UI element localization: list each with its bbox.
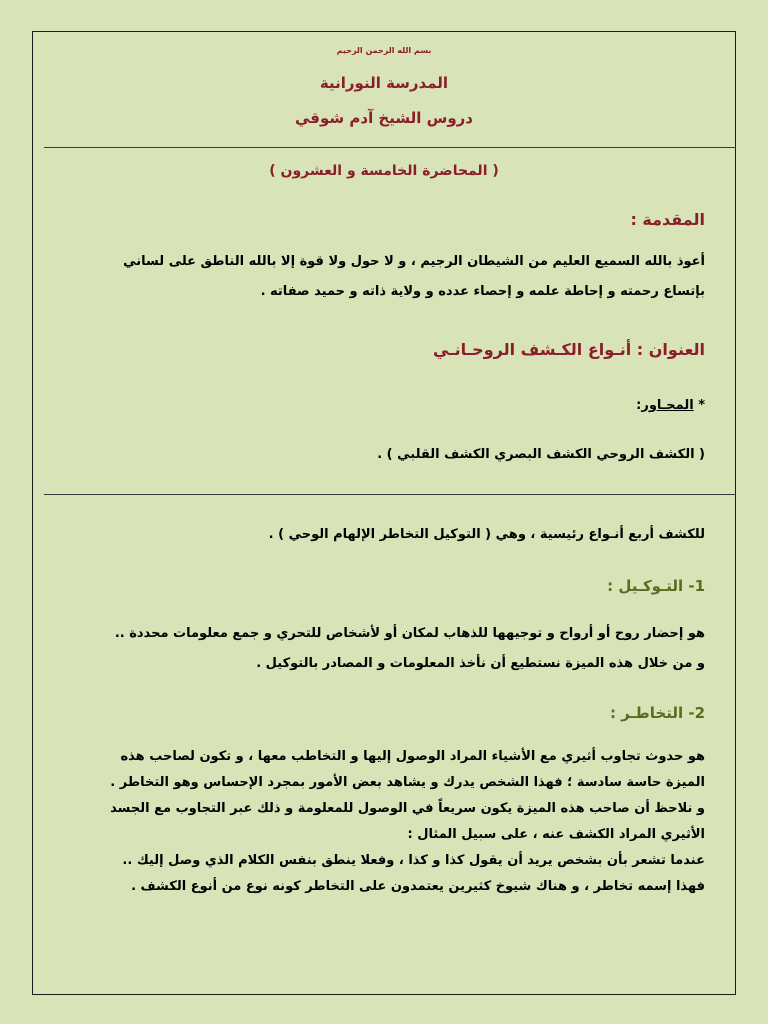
document-page (32, 31, 736, 995)
section2-line: عندما تشعر بأن بشخص يريد أن يقول كذا و كذا ، وفعلا ينطق بنفس الكلام الذي وصل إليك .. (122, 853, 705, 868)
intro-line: أعوذ بالله السميع العليم من الشيطان الرجيم ، و لا حول ولا قوة إلا بالله الناطق على لساني (123, 254, 705, 269)
axes-colon: : (636, 398, 642, 413)
axes-star: * (698, 398, 705, 413)
section1-paragraph (57, 619, 705, 679)
section2-heading: 2- التخاطـر : (609, 704, 705, 722)
intro-line: بإتساع رحمته و إحاطة علمه و إحصاء عدده و ولاية ذاته و حميد صفاته . (260, 284, 705, 299)
section2-line: فهذا إسمه تخاطر ، و هناك شيوخ كثيرين يعتمدون على التخاطر كونه نوع من أنوع الكشف . (131, 879, 705, 894)
basmala: بسم الله الرحمن الرحيم (336, 46, 432, 55)
axes-label (636, 398, 705, 413)
section2-line: الأثيري المراد الكشف عنه ، على سبيل المثال : (407, 827, 705, 842)
school-title: المدرسة النورانية (319, 74, 449, 92)
section1-heading: 1- التـوكـيل : (607, 577, 705, 595)
section2-line: هو حدوث تجاوب أثيري مع الأشياء المراد الوصول إليها و التخاطب معها ، و تكون لصاحب هذه (120, 749, 705, 764)
lecture-title: ( المحاضرة الخامسة و العشرون ) (269, 163, 499, 179)
section1-line: هو إحضار روح أو أرواح و توجيهها للذهاب لمكان أو لأشخاص للتحري و جمع معلومات محددة .. (114, 626, 705, 641)
axes-list-line: ( الكشف الروحي الكشف البصري الكشف القلبي ) . (377, 447, 705, 462)
types-intro (57, 520, 705, 550)
section1-line: و من خلال هذه الميزة نستطيع أن نأخذ المعلومات و المصادر بالتوكيل . (256, 656, 705, 671)
section2-paragraph (57, 744, 705, 900)
intro-paragraph (57, 247, 705, 307)
axes-list (57, 440, 705, 470)
divider-top (44, 147, 736, 148)
types-intro-line: للكشف أربع أنـواع رئيسية ، وهي ( التوكيل التخاطر الإلهام الوحي ) . (268, 527, 705, 542)
teacher-title: دروس الشيخ آدم شوقي (295, 109, 473, 127)
axes-label-text: المحـاور (641, 398, 694, 413)
divider-middle (44, 494, 736, 495)
section2-line: و نلاحظ أن صاحب هذه الميزة يكون سريعاً في الوصول للمعلومة و ذلك عبر التجاوب مع الجسد (110, 801, 705, 816)
topic-heading: العنوان : أنـواع الكـشف الروحـانـي (433, 340, 705, 359)
intro-heading: المقدمة : (630, 210, 705, 229)
section2-line: الميزة حاسة سادسة ؛ فهذا الشخص يدرك و يشاهد بعض الأمور بمجرد الإحساس وهو التخاطر . (110, 775, 705, 790)
